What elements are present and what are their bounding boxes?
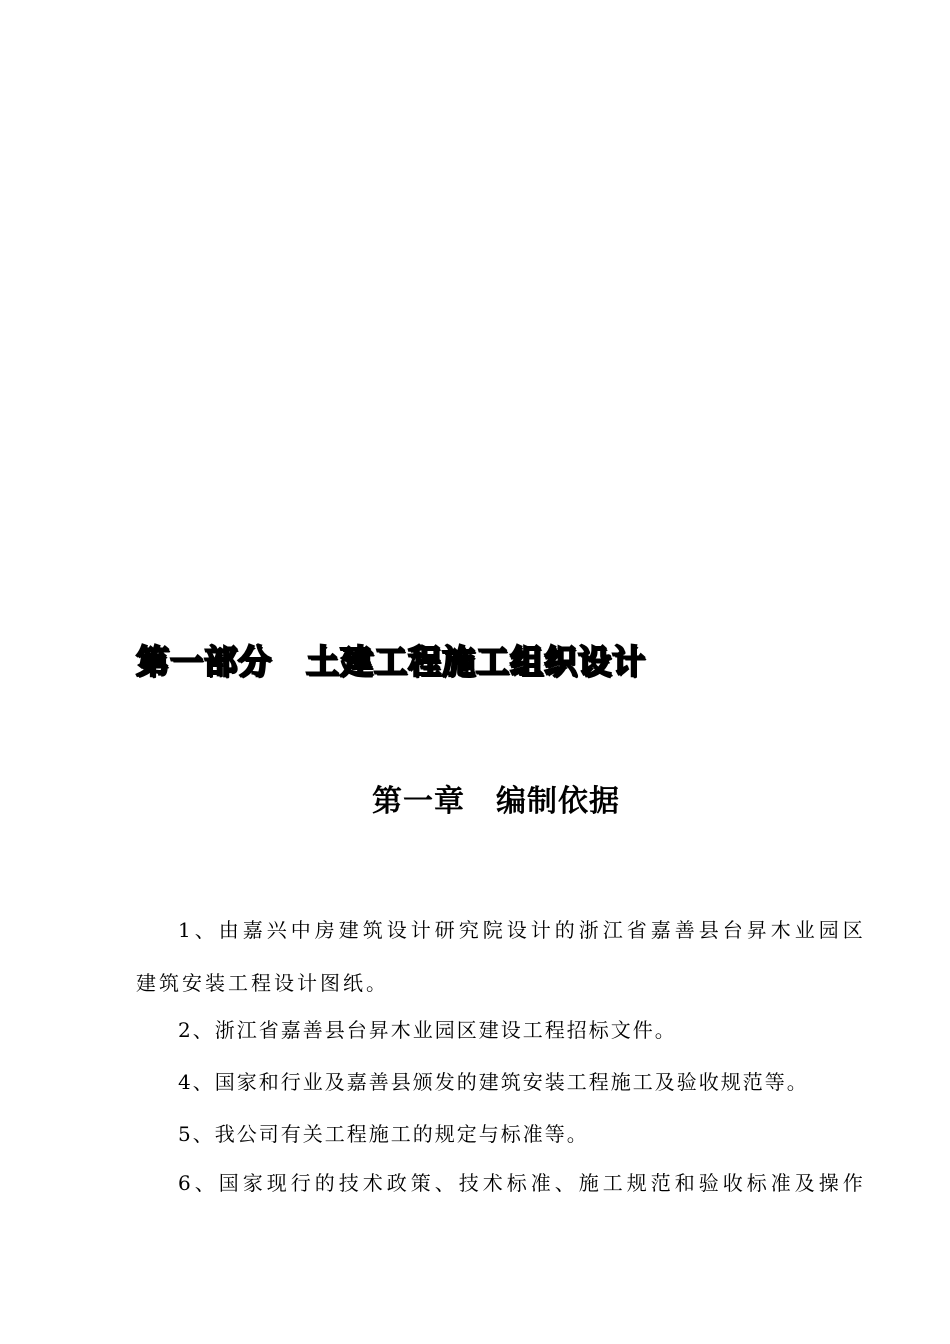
basis-item-1-line-2: 建筑安装工程设计图纸。 [136,971,389,995]
chapter-title: 第一章 编制依据 [372,784,620,819]
part-title: 第一部分 土建工程施工组织设计 [136,642,646,681]
basis-item-5: 5、我公司有关工程施工的规定与标准等。 [178,1122,589,1146]
basis-item-6: 6、国家现行的技术政策、技术标准、施工规范和验收标准及操作 [178,1171,867,1195]
basis-item-1-line-1: 1、由嘉兴中房建筑设计研究院设计的浙江省嘉善县台昇木业园区 [178,918,867,942]
basis-item-2: 2、浙江省嘉善县台昇木业园区建设工程招标文件。 [178,1018,677,1042]
basis-item-4: 4、国家和行业及嘉善县颁发的建筑安装工程施工及验收规范等。 [178,1070,809,1094]
